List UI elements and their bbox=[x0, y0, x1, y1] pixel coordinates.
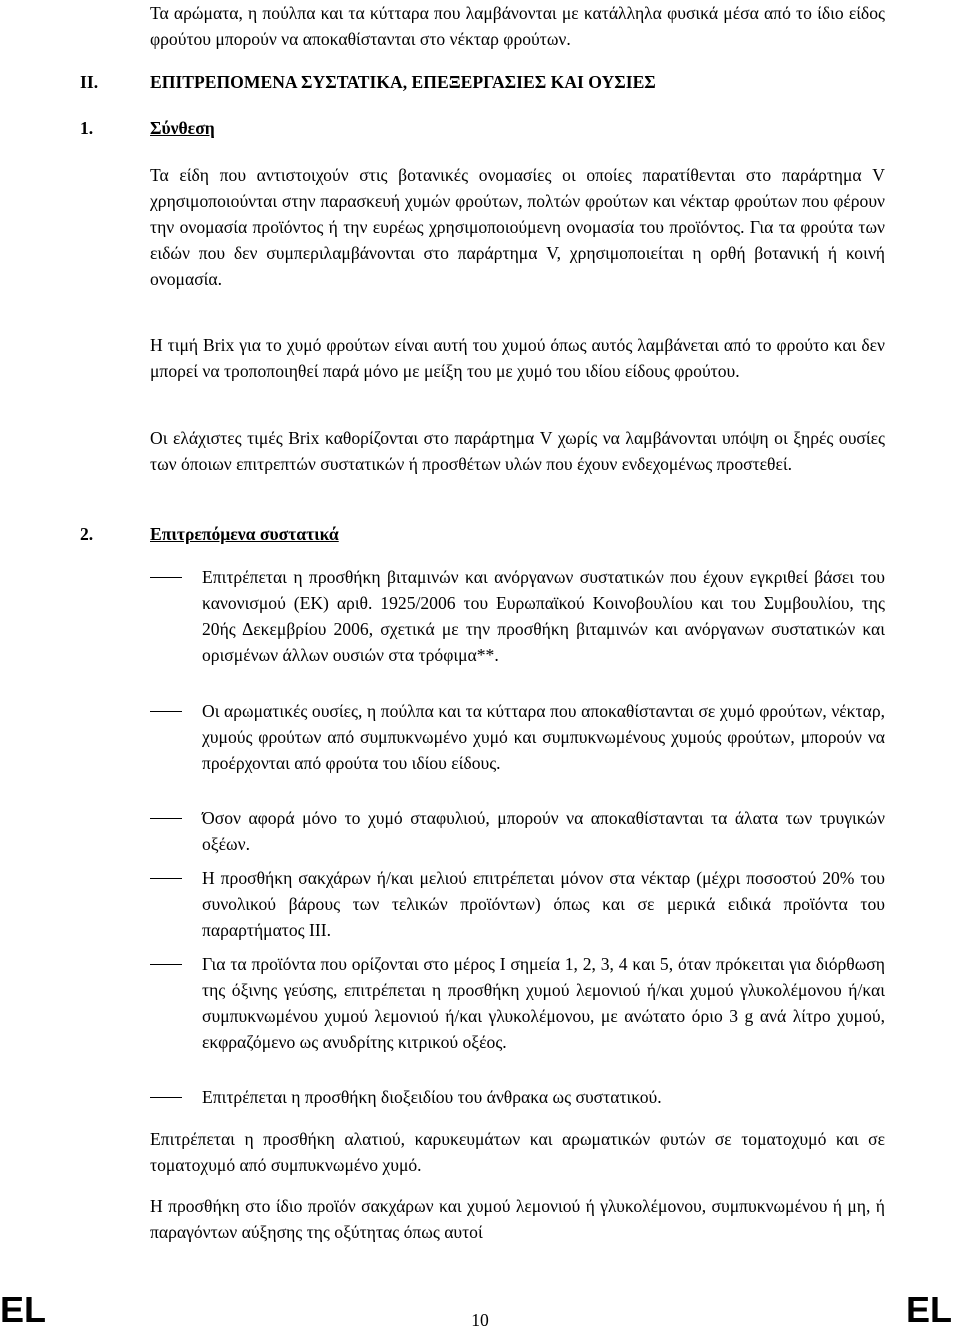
dash-bullet-marker bbox=[150, 964, 182, 965]
dash-bullet-marker bbox=[150, 878, 182, 879]
subsection-1-title: Σύνθεση bbox=[150, 118, 215, 138]
dash-bullet-marker bbox=[150, 818, 182, 819]
composition-paragraph-2: Η τιμή Brix για το χυμό φρούτων είναι αυτή του χυμού όπως αυτός λαμβάνεται από το φρούτο και δεν μπορεί να τροποποιηθεί παρά μόνο με μείξη του με χυμό του ιδίου είδους φρούτου. bbox=[150, 335, 885, 381]
subsection-2-title: Επιτρεπόμενα συστατικά bbox=[150, 524, 339, 544]
footer-language-left: EL bbox=[0, 1289, 47, 1330]
dash-bullet-marker bbox=[150, 577, 182, 578]
footer-language-right: EL bbox=[905, 1289, 952, 1330]
composition-paragraph-3: Οι ελάχιστες τιμές Brix καθορίζονται στο παράρτημα V χωρίς να λαμβάνονται υπόψη οι ξηρές ουσίες των όποιων επιτρεπτών συστατικών ή προσθέτων υλών που έχουν ενδεχομένως προστεθεί. bbox=[150, 428, 885, 474]
ingredient-bullet-3: Όσον αφορά μόνο το χυμό σταφυλιού, μπορούν να αποκαθίστανται τα άλατα των τρυγικών οξέων. bbox=[202, 808, 885, 854]
ingredient-bullet-5: Για τα προϊόντα που ορίζονται στο μέρος I σημεία 1, 2, 3, 4 και 5, όταν πρόκειται για διόρθωση της όξινης γεύσης, επιτρέπεται η προσθήκη χυμού λεμονιού ή/και χυμού γλυκολέμονου ή/και συμπυκνωμένου χυμού λεμονιού ή/και γλυκολέμονου, με ανώτατο όριο 3 g ανά λίτρο χυμού, εκφραζόμενο ως ανυδρίτης κιτρικού οξέος. bbox=[202, 954, 885, 1052]
ingredient-bullet-1: Επιτρέπεται η προσθήκη βιταμινών και ανόργανων συστατικών που έχουν εγκριθεί βάσει του κανονισμού (ΕΚ) αριθ. 1925/2006 του Ευρωπαϊκού Κοινοβουλίου και του Συμβουλίου, της 20ής Δεκεμβρίου 2006, σχετικά με την προσθήκη βιταμινών και ανόργανων συστατικών και ορισμένων άλλων ουσιών στα τρόφιμα**. bbox=[202, 567, 885, 665]
subsection-2-number: 2. bbox=[80, 524, 94, 544]
section-number: II. bbox=[80, 72, 99, 92]
subsection-1-number: 1. bbox=[80, 118, 94, 138]
tomato-juice-paragraph: Επιτρέπεται η προσθήκη αλατιού, καρυκευμάτων και αρωματικών φυτών σε τοματοχυμό και σε τοματοχυμό από συμπυκνωμένο χυμό. bbox=[150, 1129, 885, 1175]
sugar-lemon-paragraph: Η προσθήκη στο ίδιο προϊόν σακχάρων και χυμού λεμονιού ή γλυκολέμονου, συμπυκνωμένου ή μη, ή παραγόντων αύξησης της οξύτητας όπως αυτοί bbox=[150, 1196, 885, 1242]
dash-bullet-marker bbox=[150, 711, 182, 712]
dash-bullet-marker bbox=[150, 1097, 182, 1098]
section-title: ΕΠΙΤΡΕΠΟΜΕΝΑ ΣΥΣΤΑΤΙΚΑ, ΕΠΕΞΕΡΓΑΣΙΕΣ ΚΑΙ ΟΥΣΙΕΣ bbox=[150, 72, 656, 92]
ingredient-bullet-2: Οι αρωματικές ουσίες, η πούλπα και τα κύτταρα που αποκαθίστανται σε χυμό φρούτων, νέκταρ, χυμούς φρούτων από συμπυκνωμένο χυμό και συμπυκνωμένους χυμούς φρούτων, μπορούν να προέρχονται από φρούτα του ιδίου είδους. bbox=[202, 701, 885, 773]
ingredient-bullet-6: Επιτρέπεται η προσθήκη διοξειδίου του άνθρακα ως συστατικού. bbox=[202, 1087, 662, 1107]
page-number: 10 bbox=[471, 1310, 489, 1330]
intro-paragraph: Τα αρώματα, η πούλπα και τα κύτταρα που λαμβάνονται με κατάλληλα φυσικά μέσα από το ίδιο είδος φρούτου μπορούν να αποκαθίστανται στο νέκταρ φρούτων. bbox=[150, 3, 885, 49]
ingredient-bullet-4: Η προσθήκη σακχάρων ή/και μελιού επιτρέπεται μόνον στα νέκταρ (μέχρι ποσοστού 20% του συνολικού βάρους των τελικών προϊόντων) όπως και σε μερικά ειδικά προϊόντα του παραρτήματος III. bbox=[202, 868, 885, 940]
composition-paragraph-1: Τα είδη που αντιστοιχούν στις βοτανικές ονομασίες οι οποίες παρατίθενται στο παράρτημα V χρησιμοποιούνται στην παρασκευή χυμών φρούτων, πολτών φρούτων και νέκταρ φρούτων που φέρουν την ονομασία προϊόντος ή την ευρέως χρησιμοποιούμενη ονομασία του προϊόντος. Για τα φρούτα των ειδών που δεν συμπεριλαμβάνονται στο παράρτημα V, χρησιμοποιείται η ορθή βοτανική ή κοινή ονομασία. bbox=[150, 165, 885, 289]
